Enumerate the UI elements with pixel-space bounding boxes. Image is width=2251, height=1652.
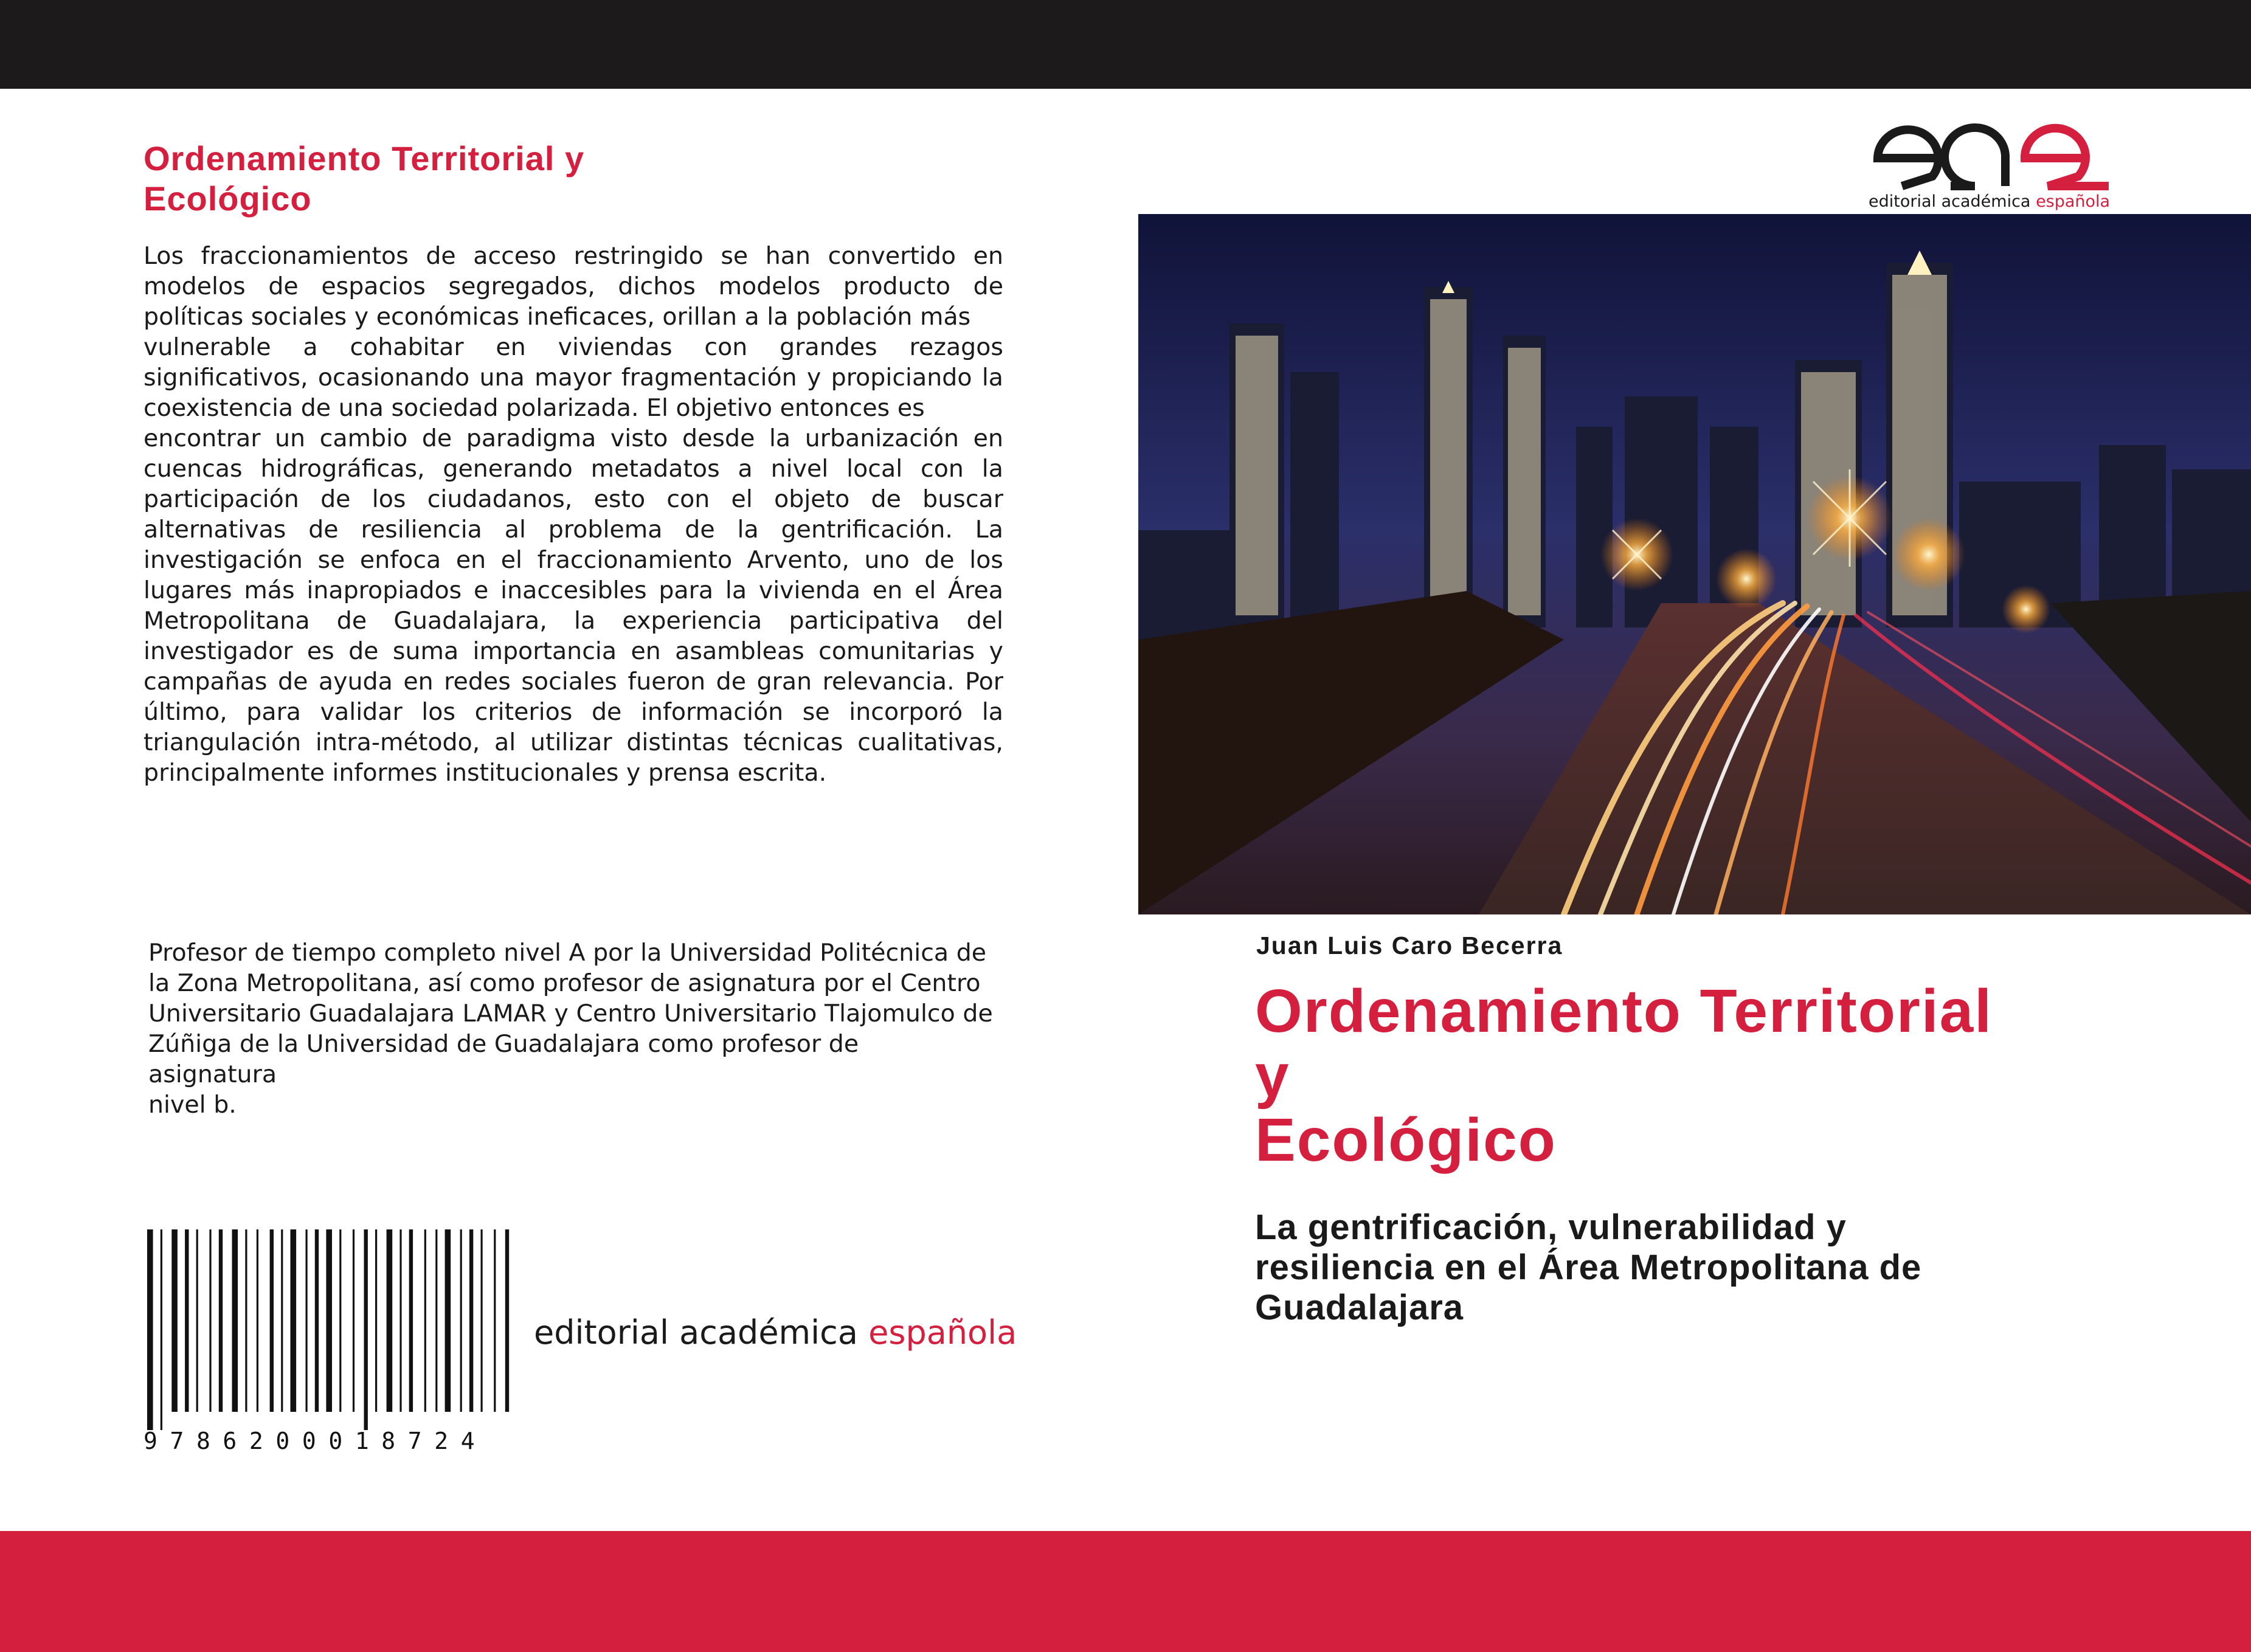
- barcode-bar: [171, 1229, 178, 1412]
- barcode-bar: [185, 1229, 188, 1412]
- barcode-bar: [245, 1229, 247, 1412]
- bio-line-2: la Zona Metropolitana, así como profesor de asignatura por el Centro: [148, 969, 981, 997]
- barcode-bar: [315, 1229, 319, 1412]
- bio-line-4: Zúñiga de la Universidad de Guadalajara como profesor de asignatura: [148, 1030, 859, 1088]
- back-title-line-1: Ordenamiento Territorial y: [143, 139, 585, 178]
- barcode-bar: [219, 1229, 223, 1412]
- bio-line-1: Profesor de tiempo completo nivel A por la Universidad Politécnica de: [148, 939, 987, 967]
- barcode-bar: [147, 1229, 153, 1430]
- back-cover-blurb: [143, 241, 1003, 788]
- back-publisher-part2: española: [868, 1313, 1017, 1352]
- barcode-bar: [291, 1229, 297, 1412]
- barcode-bar: [161, 1229, 162, 1430]
- barcode-bar: [409, 1229, 413, 1412]
- barcode-bar: [460, 1229, 462, 1412]
- front-cover-subtitle: [1255, 1208, 2216, 1328]
- back-publisher-name: [534, 1313, 1017, 1352]
- barcode-bar: [387, 1229, 393, 1412]
- barcode-bar: [281, 1229, 283, 1412]
- logo-text-part2: española: [2036, 192, 2111, 211]
- barcode-bar: [505, 1229, 509, 1412]
- barcode-bars-icon: [143, 1229, 514, 1430]
- bio-line-3: Universitario Guadalajara LAMAR y Centro Universitario Tlajomulco de: [148, 1000, 993, 1028]
- barcode-bar: [435, 1229, 437, 1412]
- barcode-bar: [209, 1229, 211, 1412]
- barcode-bar: [306, 1229, 308, 1412]
- barcode-bar: [399, 1229, 401, 1412]
- barcode-bar: [424, 1229, 426, 1412]
- back-title-line-2: Ecológico: [143, 179, 312, 218]
- barcode-bar: [270, 1229, 274, 1412]
- top-dark-band: [0, 0, 2251, 89]
- subtitle-line-1: La gentrificación, vulnerabilidad y: [1255, 1208, 1847, 1247]
- barcode-bar: [364, 1229, 368, 1430]
- blurb-paragraph-3: encontrar un cambio de paradigma visto desde la urbanización en cuencas hidrográficas, generando metadatos a nivel local con la participación de los ciudadanos, esto con el objeto de buscar alternativas de resiliencia al problema de la gentrificación. La investigación se enfoca en el fraccionamiento Arvento, uno de los lugares más inapropiados e inaccesibles para la vivienda en el Área Metropolitana de Guadalajara, la experiencia participativa del investigador es de suma importancia en asambleas comunitarias y campañas de ayuda en redes sociales fueron de gran relevancia. Por último, para validar los criterios de información se incorporó la triangulación intra-método, al utilizar distintas técnicas cualitativas, principalmente informes institucionales y prensa escrita.: [143, 424, 1003, 787]
- author-bio: [148, 938, 994, 1120]
- barcode-bar: [481, 1229, 483, 1412]
- barcode-bar: [326, 1229, 332, 1412]
- author-name: Juan Luis Caro Becerra: [1256, 931, 1563, 959]
- barcode-bar: [469, 1229, 473, 1412]
- barcode-bar: [445, 1229, 451, 1412]
- front-title-line-1: Ordenamiento Territorial: [1255, 977, 1993, 1045]
- front-title-line-2: y: [1255, 1042, 1290, 1110]
- logo-text-part1: editorial académica: [1869, 192, 2031, 211]
- bottom-red-band: [0, 1531, 2251, 1652]
- barcode-bar: [375, 1229, 377, 1412]
- isbn-barcode: [143, 1229, 514, 1460]
- blurb-paragraph-2: vulnerable a cohabitar en viviendas con grandes rezagos significativos, ocasionando una mayor fragmentación y propiciando la coexistencia de una sociedad polarizada. El objetivo entonces es: [143, 333, 1003, 422]
- subtitle-line-3: Guadalajara: [1255, 1288, 1464, 1327]
- city-night-image: [1138, 214, 2251, 914]
- barcode-bar: [196, 1229, 198, 1412]
- eae-logo-mark-icon: [1865, 109, 2121, 195]
- barcode-bar: [257, 1229, 258, 1412]
- subtitle-line-2: resiliencia en el Área Metropolitana de: [1255, 1248, 1922, 1287]
- back-publisher-part1: editorial académica: [534, 1313, 858, 1352]
- logo-publisher-text: [1869, 192, 2110, 211]
- barcode-bar: [494, 1229, 496, 1412]
- barcode-bar: [339, 1229, 341, 1412]
- isbn-digits: 9786200018724: [143, 1428, 488, 1454]
- front-title-line-3: Ecológico: [1255, 1106, 1557, 1174]
- front-cover-title: [1255, 979, 2204, 1172]
- back-cover-title: [143, 139, 752, 219]
- barcode-bar: [353, 1229, 354, 1412]
- bio-line-5: nivel b.: [148, 1091, 237, 1119]
- cover-photo-city-night: [1138, 214, 2251, 914]
- barcode-bar: [232, 1229, 238, 1412]
- blurb-paragraph-1: Los fraccionamientos de acceso restringido se han convertido en modelos de espacios segregados, dichos modelos producto de políticas sociales y económicas ineficaces, orillan a la población más: [143, 242, 1003, 331]
